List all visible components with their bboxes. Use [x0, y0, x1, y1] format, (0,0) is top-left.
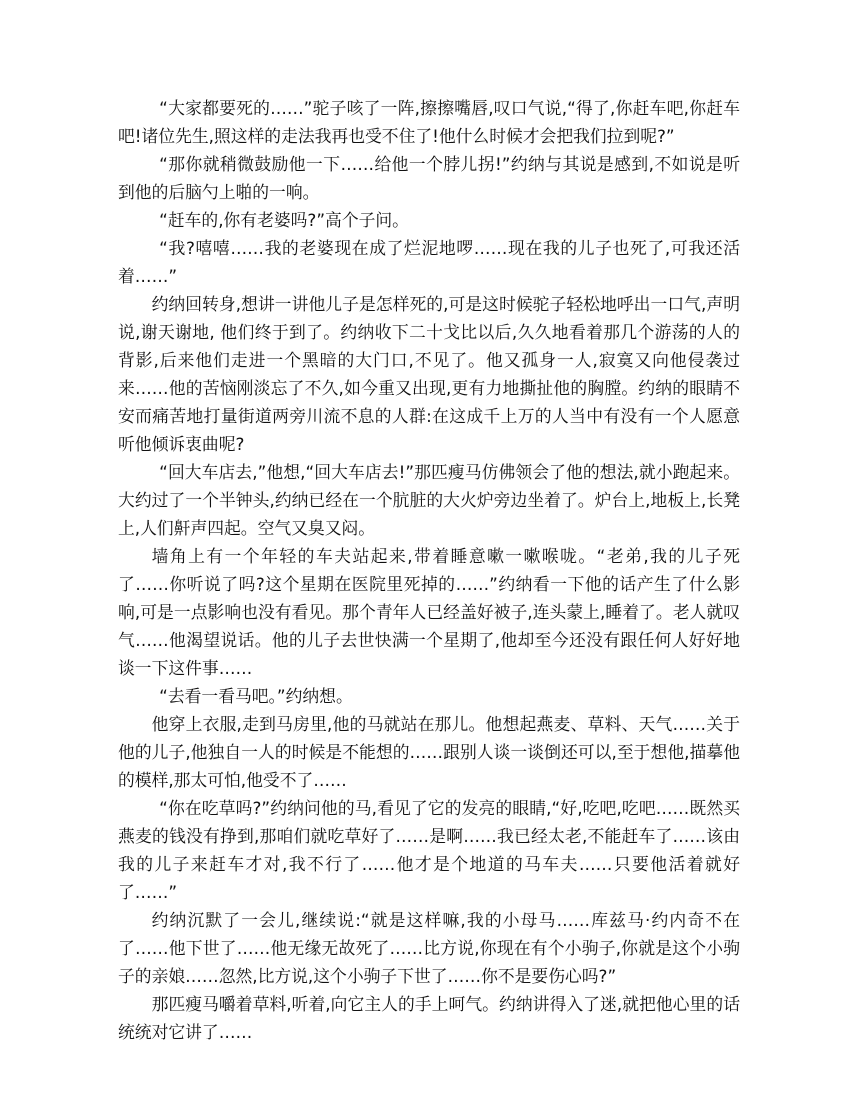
paragraph-4: “我?嘻嘻……我的老婆现在成了烂泥地啰……现在我的儿子也死了,可我还活着……”: [118, 238, 740, 286]
paragraph-12: 那匹瘦马嚼着草料,听着,向它主人的手上呵气。约纳讲得入了迷,就把他心里的话统统对它讲了……: [118, 994, 740, 1042]
paragraph-11: 约纳沉默了一会儿,继续说:“就是这样嘛,我的小母马……库兹马·约内奇不在了……他下世了……他无缘无故死了……比方说,你现在有个小驹子,你就是这个小驹子的亲娘……忽然,比方说,这个小驹子下世了……你不是要伤心吗?”: [118, 910, 740, 986]
paragraph-5: 约纳回转身,想讲一讲他儿子是怎样死的,可是这时候驼子轻松地呼出一口气,声明说,谢天谢地, 他们终于到了。约纳收下二十戈比以后,久久地看着那几个游荡的人的背影,后来他们走进一个黑暗的大门口,不见了。他又孤身一人,寂寞又向他侵袭过来……他的苦恼刚淡忘了不久,如今重又出现,更有力地撕扯他的胸膛。约纳的眼睛不安而痛苦地打量街道两旁川流不息的人群:在这成千上万的人当中有没有一个人愿意听他倾诉衷曲呢?: [118, 294, 740, 454]
paragraph-7: 墙角上有一个年轻的车夫站起来,带着睡意嗽一嗽喉咙。“老弟,我的儿子死了……你听说了吗?这个星期在医院里死掉的……”约纳看一下他的话产生了什么影响,可是一点影响也没有看见。那个青年人已经盖好被子,连头蒙上,睡着了。老人就叹气……他渴望说话。他的儿子去世快满一个星期了,他却至今还没有跟任何人好好地谈一下这件事……: [118, 546, 740, 678]
paragraph-9: 他穿上衣服,走到马房里,他的马就站在那儿。他想起燕麦、草料、天气……关于他的儿子,他独自一人的时候是不能想的……跟别人谈一谈倒还可以,至于想他,描摹他的模样,那太可怕,他受不了……: [118, 714, 740, 790]
document-page: [118, 94, 740, 1046]
paragraph-6: “回大车店去,”他想,“回大车店去!”那匹瘦马仿佛领会了他的想法,就小跑起来。大约过了一个半钟头,约纳已经在一个肮脏的大火炉旁边坐着了。炉台上,地板上,长凳上,人们鼾声四起。空气又臭又闷。: [118, 462, 740, 538]
paragraph-10: “你在吃草吗?”约纳问他的马,看见了它的发亮的眼睛,“好,吃吧,吃吧……既然买燕麦的钱没有挣到,那咱们就吃草好了……是啊……我已经太老,不能赶车了……该由我的儿子来赶车才对,我不行了……他才是个地道的马车夫……只要他活着就好了……”: [118, 798, 740, 902]
paragraph-2: “那你就稍微鼓励他一下……给他一个脖儿拐!”约纳与其说是感到,不如说是听到他的后脑勺上啪的一响。: [118, 154, 740, 202]
paragraph-3: “赶车的,你有老婆吗?”高个子问。: [159, 210, 409, 230]
paragraph-1: “大家都要死的……”驼子咳了一阵,擦擦嘴唇,叹口气说,“得了,你赶车吧,你赶车吧!诸位先生,照这样的走法我再也受不住了!他什么时候才会把我们拉到呢?”: [118, 98, 740, 146]
paragraph-8: “去看一看马吧。”约纳想。: [159, 686, 353, 706]
